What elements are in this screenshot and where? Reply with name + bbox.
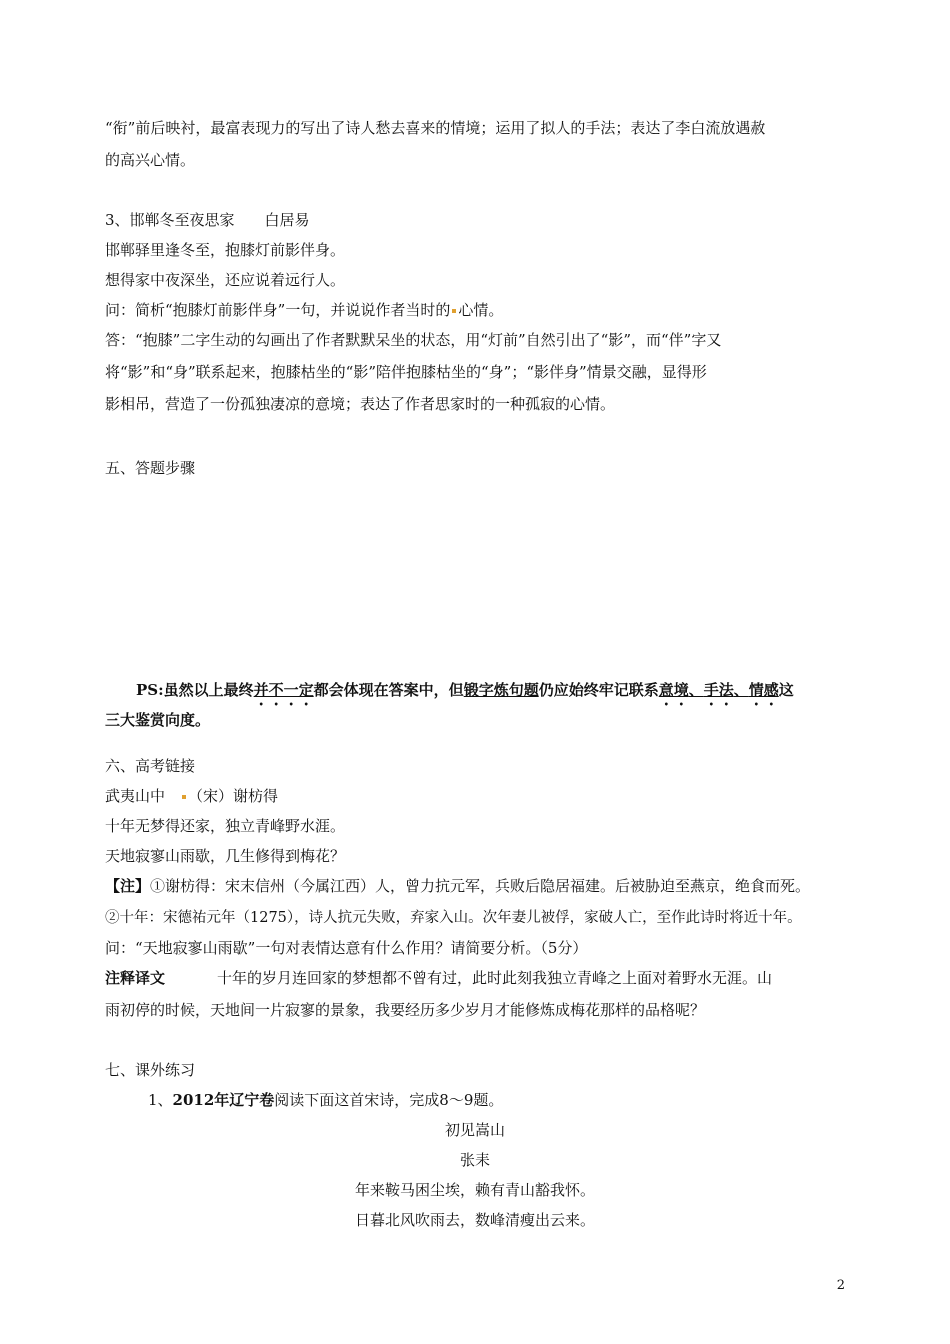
translation-line: 雨初停的时候，天地间一片寂寥的景象，我要经历多少岁月才能修炼成梅花那样的品格呢？ bbox=[105, 1001, 706, 1019]
answer-line: 影相吊，营造了一份孤独凄凉的意境；表达了作者思家时的一种孤寂的心情。 bbox=[105, 395, 616, 413]
ps-text: 这 bbox=[778, 681, 794, 699]
translation-text: 十年的岁月连回家的梦想都不曾有过，此时此刻我独立青峰之上面对着野水无涯。山 bbox=[217, 969, 773, 987]
answer-line: 答：“抱膝”二字生动的勾画出了作者默默呆坐的状态，用“灯前”自然引出了“影”，而“伴”字又 bbox=[105, 331, 722, 349]
translation-label: 注释译文 bbox=[105, 969, 166, 987]
ps-emphasis: 并不一定 bbox=[253, 681, 314, 699]
paragraph-line: 的高兴心情。 bbox=[105, 151, 196, 169]
ps-text: PS:虽然以上最终 bbox=[136, 681, 254, 699]
marker-icon bbox=[452, 309, 456, 313]
section-heading: 六、高考链接 bbox=[105, 757, 196, 775]
note-text: ①谢枋得：宋末信州（今属江西）人，曾力抗元军，兵败后隐居福建。后被胁迫至燕京，绝食而死。 bbox=[150, 877, 811, 895]
question-text: 心情。 bbox=[458, 301, 504, 319]
section-heading: 五、答题步骤 bbox=[105, 459, 196, 477]
poem-line: 日暮北风吹雨去，数峰清瘦出云来。 bbox=[354, 1211, 595, 1229]
exercise-item bbox=[148, 1090, 503, 1110]
poem-line: 想得家中夜深坐，还应说着远行人。 bbox=[105, 271, 346, 289]
translation-line bbox=[105, 968, 772, 988]
poem-title: 初见嵩山 bbox=[444, 1121, 505, 1139]
marker-icon bbox=[182, 795, 186, 799]
exercise-number: 1、 bbox=[148, 1091, 173, 1109]
section-heading: 七、课外练习 bbox=[105, 1061, 196, 1079]
ps-text: 都会体现在答案中，但 bbox=[313, 681, 464, 699]
note-line: ②十年：宋德祐元年（1275），诗人抗元失败，弃家入山。次年妻儿被俘，家破人亡，至作此诗时将近十年。 bbox=[105, 910, 802, 926]
ps-text: 仍应始终牢记联系 bbox=[538, 681, 659, 699]
paragraph-line: “衔”前后映衬，最富表现力的写出了诗人愁去喜来的情境；运用了拟人的手法；表达了李白流放遇赦 bbox=[105, 119, 766, 137]
ps-text: 、 bbox=[733, 681, 749, 699]
poem-author: 张耒 bbox=[459, 1151, 490, 1169]
poem-line: 天地寂寥山雨歇，几生修得到梅花？ bbox=[105, 847, 346, 865]
poem-author: （宋）谢枋得 bbox=[188, 787, 279, 805]
question-text: 问：简析“抱膝灯前影伴身”一句，并说说作者当时的 bbox=[105, 301, 451, 319]
ps-emphasis: 手法 bbox=[703, 681, 734, 699]
poem-title: 3、邯郸冬至夜思家 白居易 bbox=[105, 211, 310, 229]
answer-line: 将“影”和“身”联系起来，抱膝枯坐的“影”陪伴抱膝枯坐的“身”；“影伴身”情景交融，显得形 bbox=[105, 363, 707, 381]
poem-line: 十年无梦得还家，独立青峰野水涯。 bbox=[105, 817, 346, 835]
note-line bbox=[105, 876, 810, 896]
exercise-instruction: 阅读下面这首宋诗，完成8～9题。 bbox=[274, 1091, 504, 1109]
page-number: 2 bbox=[836, 1278, 845, 1293]
ps-emphasis: 锻字炼句题 bbox=[463, 681, 539, 699]
ps-text: 、 bbox=[688, 681, 704, 699]
question: 问：“天地寂寥山雨歇”一句对表情达意有什么作用？请简要分析。（5分） bbox=[105, 939, 588, 957]
poem-line: 邯郸驿里逢冬至，抱膝灯前影伴身。 bbox=[105, 241, 346, 259]
ps-note bbox=[136, 680, 794, 709]
poem-title-text: 武夷山中 bbox=[105, 787, 166, 805]
ps-emphasis: 意境 bbox=[658, 681, 689, 699]
ps-emphasis: 情感 bbox=[748, 681, 779, 699]
poem-line: 年来鞍马困尘埃，赖有青山豁我怀。 bbox=[354, 1181, 595, 1199]
exercise-source: 2012年辽宁卷 bbox=[172, 1091, 275, 1109]
question bbox=[105, 300, 503, 320]
note-label: 【注】 bbox=[105, 877, 151, 895]
ps-note-line2: 三大鉴赏向度。 bbox=[105, 711, 211, 729]
poem-title bbox=[105, 786, 278, 806]
